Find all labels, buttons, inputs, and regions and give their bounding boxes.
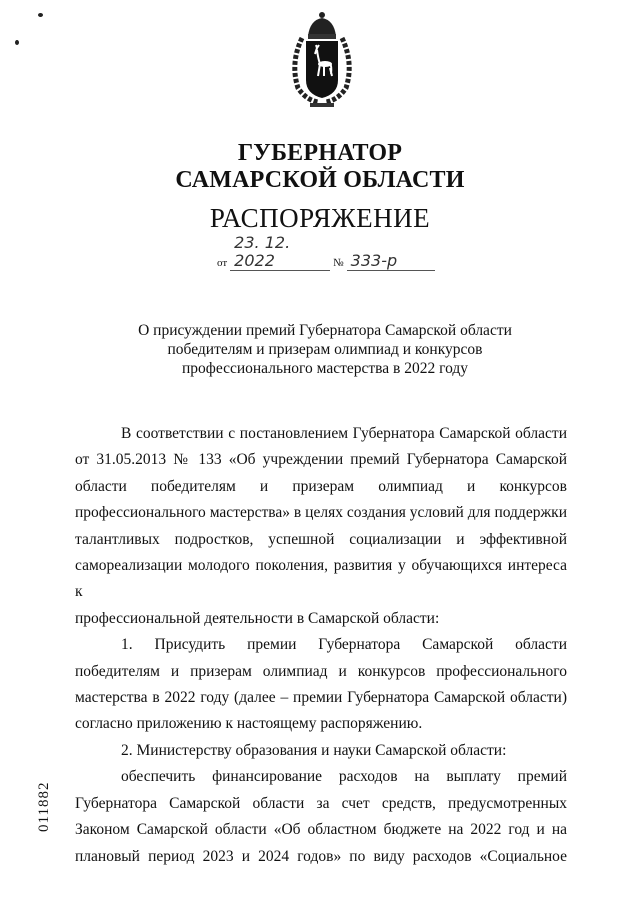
subject-line: профессионального мастерства в 2022 году [181,360,469,377]
item-1-line: согласно приложению к настоящему распоряжению. [75,715,423,733]
item-2-line: плановый период 2023 и 2024 годов» по виду расходов «Социальное [75,847,567,865]
coat-of-arms-emblem [288,8,356,108]
body-line: талантливых подростков, успешной социализации и эффективной [75,530,567,548]
number-prefix: № [333,257,344,269]
body-line: профессиональной деятельности в Самарской области: [75,609,440,627]
subject-line: О присуждении премий Губернатора Самарской области [138,322,512,339]
subject-line: победителям и призерам олимпиад и конкурсов [167,341,483,358]
document-type-title: РАСПОРЯЖЕНИЕ [209,203,431,233]
item-1-line: мастерства в 2022 году (далее – премии Губернатора Самарской области) [75,689,567,707]
serial-number-stamp: 011882 [36,781,52,832]
item-2-line: Законом Самарской области «Об областном бюджете на 2022 год и на [75,821,567,839]
number-value: 333-р [347,252,435,271]
item-2-title: 2. Министерству образования и науки Самарской области: [121,741,507,759]
item-1-line: 1. Присудить премии Губернатора Самарской области [121,636,567,654]
body-line: области победителям и призерам олимпиад и конкурсов [75,477,567,495]
date-prefix: от [217,257,228,269]
scan-speck [15,40,19,45]
item-2-line: Губернатора Самарской области за счет средств, предусмотренных [75,794,567,812]
scan-speck [38,13,43,17]
body-line: от 31.05.2013 № 133 «Об учреждении премий Губернатора Самарской [75,451,567,469]
item-1-line: победителям и призерам олимпиад и конкурсов профессионального [75,662,567,680]
document-body [75,421,567,870]
date-number-line [214,233,435,271]
body-line: самореализации молодого поколения, развития у обучающихся интереса к [75,557,567,601]
header-title-line2: САМАРСКОЙ ОБЛАСТИ [175,167,465,193]
item-2-line: обеспечить финансирование расходов на выплату премий [121,768,567,786]
body-line: В соответствии с постановлением Губернатора Самарской области [121,425,567,442]
header-title-line1: ГУБЕРНАТОР [237,140,403,166]
date-value: 23. 12. 2022 [230,234,330,271]
document-subject [120,321,530,378]
body-line: профессионального мастерства» в целях создания условий для поддержки [75,504,567,522]
